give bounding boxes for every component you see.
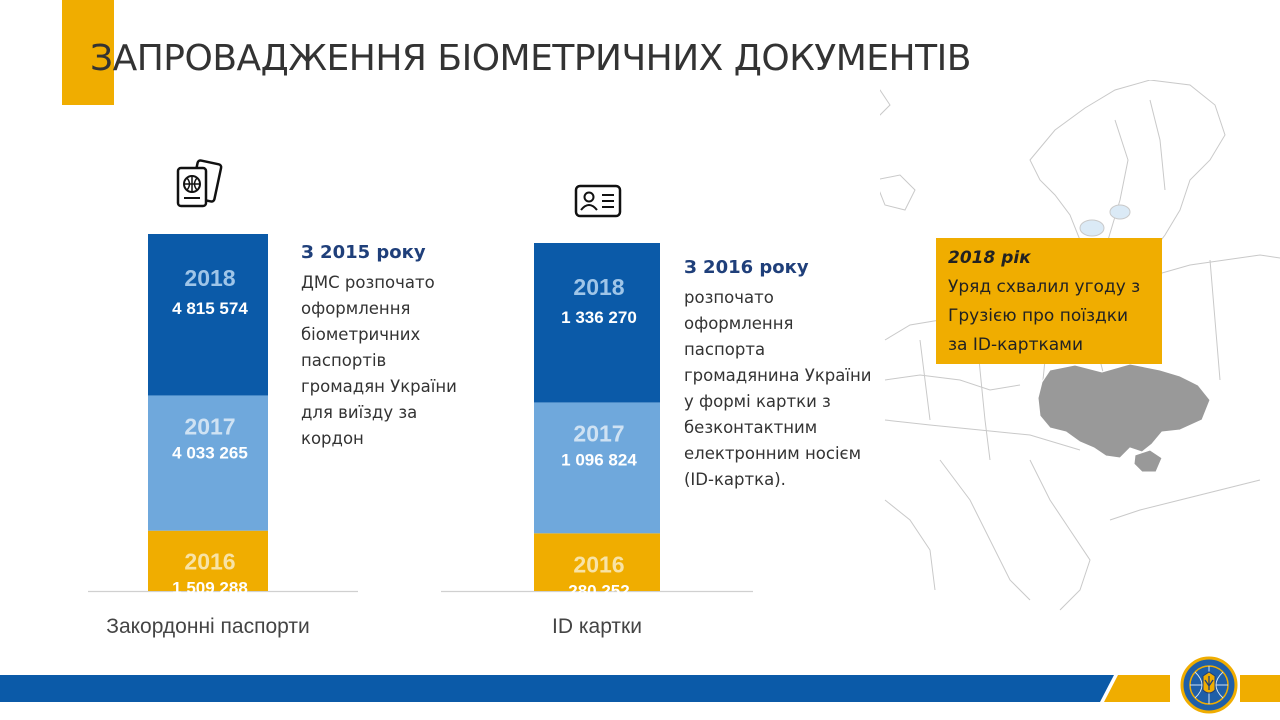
year-label-id-kartky-2016: 2016 (573, 551, 625, 578)
page-title: ЗАПРОВАДЖЕННЯ БІОМЕТРИЧНИХ ДОКУМЕНТІВ (90, 38, 971, 79)
year-label-zakordonni-pasporty-2016: 2016 (184, 548, 236, 575)
year-label-zakordonni-pasporty-2017: 2017 (184, 413, 236, 440)
value-label-id-kartky-2016: 280 252 (568, 581, 630, 601)
callout-text: Уряд схвалил угоду з Грузією про поїздки за ID-картками (948, 277, 1141, 355)
value-label-id-kartky-2018: 1 336 270 (561, 308, 637, 327)
value-label-zakordonni-pasporty-2016: 1 509 288 (172, 578, 248, 598)
category-label-id-kartky: ID картки (552, 615, 642, 638)
id-headline: З 2016 року (684, 257, 809, 278)
callout-year: 2018 рік (948, 248, 1031, 268)
category-label-zakordonni-pasporty: Закордонні паспорти (106, 615, 310, 638)
passport-description (301, 240, 466, 452)
year-label-id-kartky-2017: 2017 (573, 420, 625, 447)
footer-bar (0, 675, 1280, 702)
passport-headline: З 2015 року (301, 242, 426, 263)
georgia-agreement-callout (936, 238, 1162, 364)
dms-emblem-icon (1180, 656, 1238, 714)
id-body: розпочато оформлення паспорта громадянина України у формі картки з безконтактним електронним носієм (ID-картка). (684, 288, 872, 489)
value-label-zakordonni-pasporty-2017: 4 033 265 (172, 443, 248, 463)
year-label-zakordonni-pasporty-2018: 2018 (184, 265, 236, 291)
value-label-id-kartky-2017: 1 096 824 (561, 450, 637, 470)
passport-body: ДМС розпочато оформлення біометричних паспортів громадян України для виїзду за кордон (301, 273, 457, 448)
value-label-zakordonni-pasporty-2018: 4 815 574 (172, 299, 248, 318)
year-label-id-kartky-2018: 2018 (573, 274, 625, 300)
id-description (684, 255, 874, 493)
